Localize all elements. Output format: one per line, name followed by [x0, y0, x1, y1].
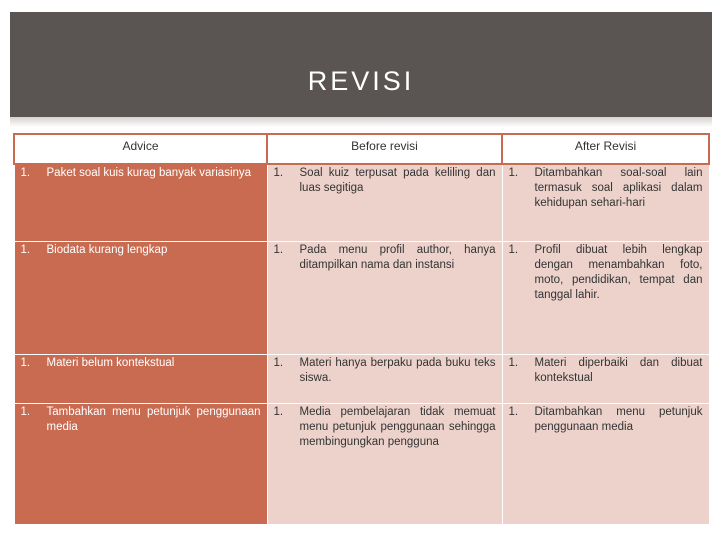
- list-number: 1.: [273, 167, 284, 179]
- header-after-revisi: After Revisi: [502, 134, 709, 164]
- before-cell: [267, 355, 502, 404]
- before-cell: [267, 164, 502, 242]
- advice-cell: [14, 242, 267, 355]
- after-text: Materi diperbaiki dan dibuat kontekstual: [534, 357, 703, 384]
- before-text: Pada menu profil author, hanya ditampilkan nama dan instansi: [299, 244, 496, 271]
- list-number: 1.: [20, 167, 31, 179]
- after-cell: [502, 404, 709, 525]
- advice-cell: [14, 164, 267, 242]
- after-cell: [502, 242, 709, 355]
- list-number: 1.: [508, 167, 519, 179]
- list-number: 1.: [273, 244, 284, 256]
- table-header-row: [14, 134, 709, 164]
- before-cell: [267, 404, 502, 525]
- list-number: 1.: [273, 357, 284, 369]
- table-row: [14, 164, 709, 242]
- title-band: [10, 12, 712, 117]
- slide-title: REVISI: [307, 66, 415, 96]
- revision-table: [13, 133, 710, 525]
- title-band-shadow: [10, 117, 712, 127]
- list-number: 1.: [273, 406, 284, 418]
- after-text: Ditambahkan menu petunjuk penggunaan media: [534, 406, 703, 433]
- header-before-revisi: Before revisi: [267, 134, 502, 164]
- list-number: 1.: [508, 357, 519, 369]
- table-row: [14, 242, 709, 355]
- advice-cell: [14, 355, 267, 404]
- before-cell: [267, 242, 502, 355]
- header-advice: Advice: [14, 134, 267, 164]
- table-row: [14, 355, 709, 404]
- after-text: Profil dibuat lebih lengkap dengan menambahkan foto, moto, pendidikan, tempat dan tanggal lahir.: [534, 244, 703, 301]
- before-text: Materi hanya berpaku pada buku teks siswa.: [299, 357, 496, 384]
- table-row: [14, 404, 709, 525]
- advice-text: Materi belum kontekstual: [46, 357, 175, 369]
- before-text: Media pembelajaran tidak memuat menu petunjuk penggunaan sehingga membingungkan pengguna: [299, 406, 496, 448]
- list-number: 1.: [508, 244, 519, 256]
- advice-text: Biodata kurang lengkap: [46, 244, 168, 256]
- advice-text: Tambahkan menu petunjuk penggunaan media: [46, 406, 261, 433]
- after-cell: [502, 355, 709, 404]
- list-number: 1.: [20, 357, 31, 369]
- list-number: 1.: [20, 244, 31, 256]
- after-text: Ditambahkan soal-soal lain termasuk soal aplikasi dalam kehidupan sehari-hari: [534, 167, 703, 209]
- after-cell: [502, 164, 709, 242]
- advice-cell: [14, 404, 267, 525]
- advice-text: Paket soal kuis kurag banyak variasinya: [46, 167, 252, 179]
- list-number: 1.: [508, 406, 519, 418]
- list-number: 1.: [20, 406, 31, 418]
- before-text: Soal kuiz terpusat pada keliling dan luas segitiga: [299, 167, 496, 194]
